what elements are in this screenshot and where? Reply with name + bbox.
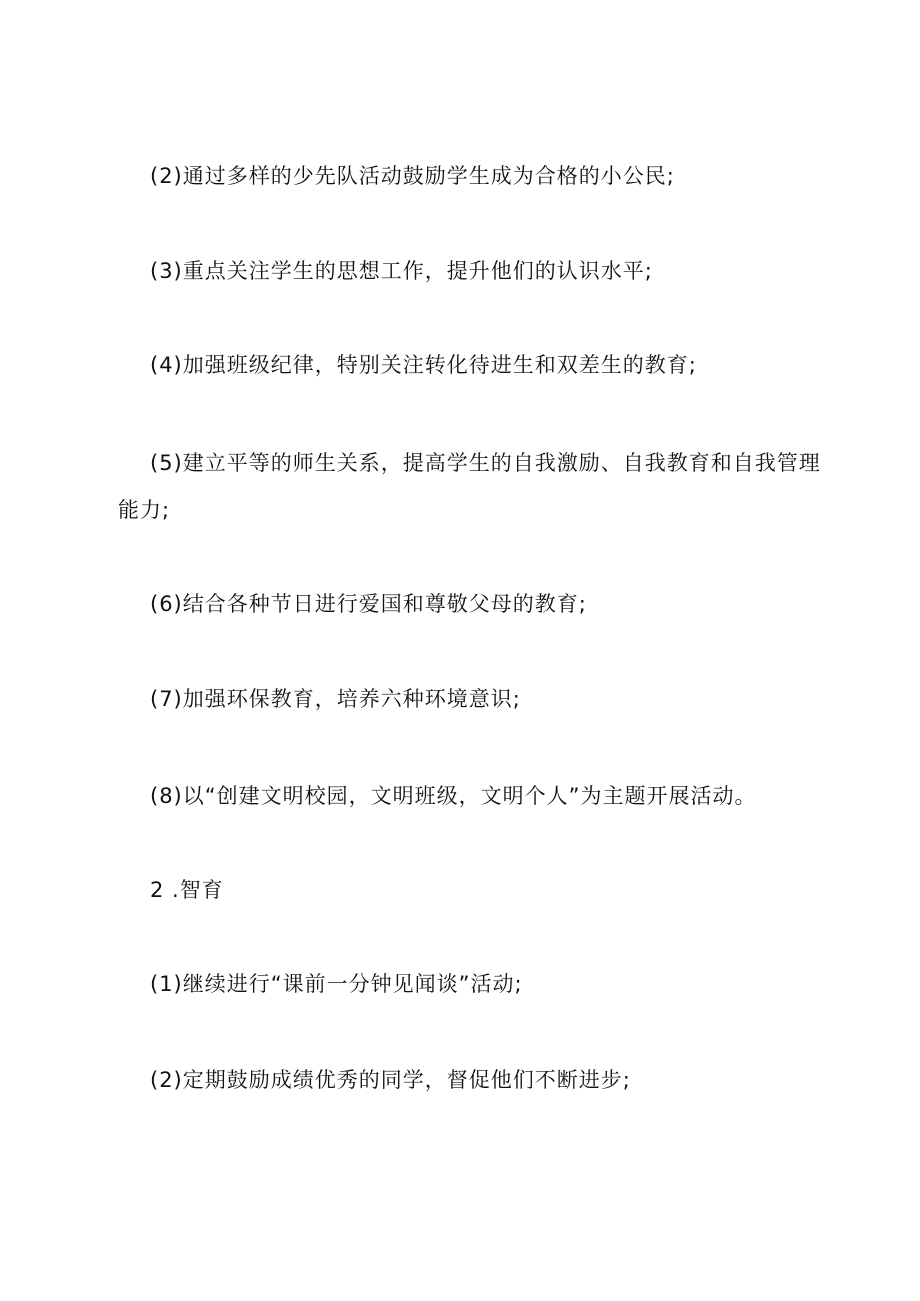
moral-item-8: (8)以“创建文明校园，文明班级，文明个人”为主题开展活动。 <box>150 784 757 808</box>
moral-item-6: (6)结合各种节日进行爱国和尊敬父母的教育; <box>150 592 587 616</box>
moral-item-5-line-2: 能力; <box>118 498 171 522</box>
intellect-item-2: (2)定期鼓励成绩优秀的同学，督促他们不断进步; <box>150 1068 631 1092</box>
section-heading-intellect: 2 .智育 <box>150 878 224 902</box>
moral-item-3: (3)重点关注学生的思想工作，提升他们的认识水平; <box>150 259 653 283</box>
moral-item-4: (4)加强班级纪律，特别关注转化待进生和双差生的教育; <box>150 353 697 377</box>
moral-item-5-line-1: (5)建立平等的师生关系，提高学生的自我激励、自我教育和自我管理 <box>150 451 821 475</box>
moral-item-2: (2)通过多样的少先队活动鼓励学生成为合格的小公民; <box>150 164 675 188</box>
moral-item-7: (7)加强环保教育，培养六种环境意识; <box>150 687 521 711</box>
intellect-item-1: (1)继续进行“课前一分钟见闻谈”活动; <box>150 972 523 996</box>
